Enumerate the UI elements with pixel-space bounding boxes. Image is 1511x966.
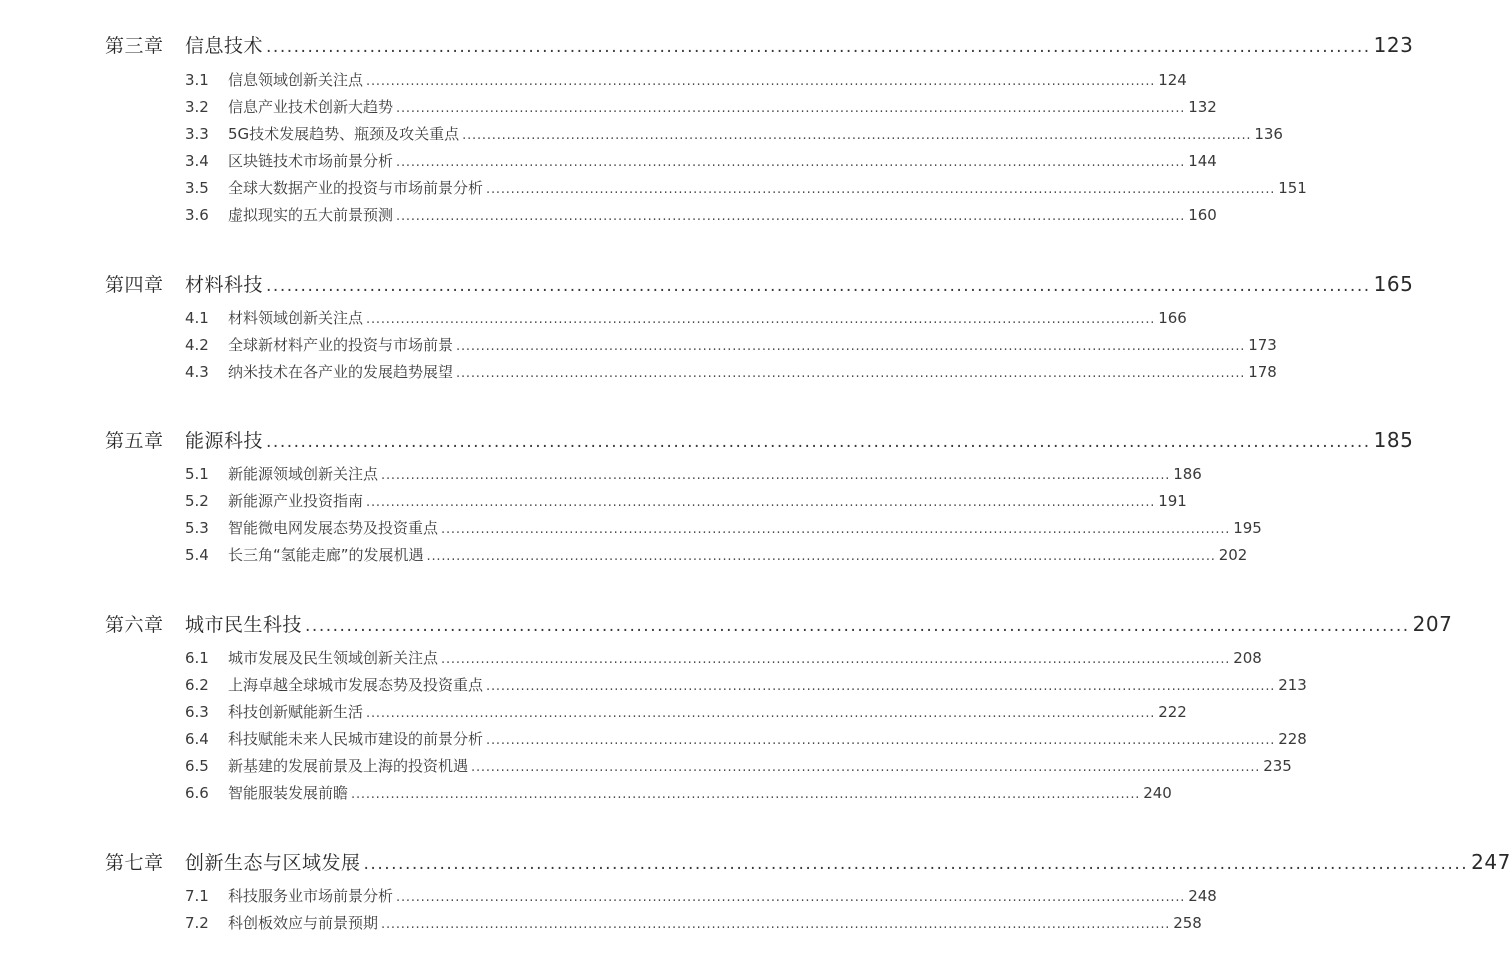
section-number: 6.1: [185, 649, 209, 667]
section-number: 3.2: [185, 98, 209, 116]
toc-section-6-4[interactable]: [185, 728, 1307, 750]
section-number: 5.2: [185, 492, 209, 510]
page-number: 208: [1233, 649, 1262, 667]
page-number: 132: [1188, 98, 1217, 116]
section-title: 区块链技术市场前景分析: [228, 152, 394, 170]
page-number: 247: [1471, 850, 1511, 874]
toc-section-4-3[interactable]: [185, 361, 1277, 383]
toc-chapter-4[interactable]: [105, 270, 1414, 296]
toc-section-3-6[interactable]: [185, 204, 1217, 226]
section-number: 5.1: [185, 465, 209, 483]
dot-leader: ................................................................................................................................................................: [266, 432, 1371, 452]
section-title: 科技赋能未来人民城市建设的前景分析: [228, 730, 484, 748]
chapter-number: 第六章: [105, 614, 164, 636]
dot-leader: ................................................................................................................................................................: [366, 495, 1156, 510]
section-number: 6.3: [185, 703, 209, 721]
page-number: 185: [1373, 428, 1414, 452]
section-title: 5G技术发展趋势、瓶颈及攻关重点: [228, 125, 460, 143]
toc-section-7-2[interactable]: [185, 912, 1202, 934]
section-title: 信息产业技术创新大趋势: [228, 98, 394, 116]
page-number: 173: [1248, 336, 1277, 354]
section-number: 6.6: [185, 784, 209, 802]
section-title: 新能源产业投资指南: [228, 492, 364, 510]
chapter-title: 创新生态与区域发展: [185, 852, 361, 874]
toc-section-6-3[interactable]: [185, 701, 1187, 723]
toc-section-4-1[interactable]: [185, 307, 1187, 329]
section-number: 5.3: [185, 519, 209, 537]
dot-leader: ................................................................................................................................................................: [396, 209, 1186, 224]
chapter-number: 第七章: [105, 852, 164, 874]
section-title: 科创板效应与前景预期: [228, 914, 379, 932]
section-title: 智能微电网发展态势及投资重点: [228, 519, 439, 537]
page-number: 144: [1188, 152, 1217, 170]
page-number: 165: [1373, 272, 1414, 296]
page-number: 258: [1173, 914, 1202, 932]
section-title: 材料领域创新关注点: [228, 309, 364, 327]
toc-section-5-2[interactable]: [185, 490, 1187, 512]
dot-leader: ................................................................................................................................................................: [366, 706, 1156, 721]
dot-leader: ................................................................................................................................................................: [486, 182, 1276, 197]
dot-leader: ................................................................................................................................................................: [441, 652, 1231, 667]
dot-leader: ................................................................................................................................................................: [363, 854, 1469, 874]
chapter-title: 能源科技: [185, 430, 264, 452]
page-number: 222: [1158, 703, 1187, 721]
toc-chapter-7[interactable]: [105, 848, 1511, 874]
section-title: 全球新材料产业的投资与市场前景: [228, 336, 454, 354]
toc-chapter-3[interactable]: [105, 31, 1414, 57]
section-number: 6.5: [185, 757, 209, 775]
toc-section-3-1[interactable]: [185, 69, 1187, 91]
toc-chapter-5[interactable]: [105, 426, 1414, 452]
section-number: 4.2: [185, 336, 209, 354]
page-number: 151: [1278, 179, 1307, 197]
section-title: 全球大数据产业的投资与市场前景分析: [228, 179, 484, 197]
page-number: 213: [1278, 676, 1307, 694]
page-number: 207: [1412, 612, 1453, 636]
page-number: 240: [1143, 784, 1172, 802]
section-title: 长三角“氢能走廊”的发展机遇: [228, 546, 424, 564]
page-number: 191: [1158, 492, 1187, 510]
page-number: 178: [1248, 363, 1277, 381]
section-title: 科技服务业市场前景分析: [228, 887, 394, 905]
section-number: 3.5: [185, 179, 209, 197]
section-number: 7.1: [185, 887, 209, 905]
section-number: 6.2: [185, 676, 209, 694]
section-number: 3.3: [185, 125, 209, 143]
chapter-number: 第三章: [105, 35, 164, 57]
page-number: 235: [1263, 757, 1292, 775]
section-title: 新能源领域创新关注点: [228, 465, 379, 483]
dot-leader: ................................................................................................................................................................: [441, 522, 1231, 537]
page-number: 228: [1278, 730, 1307, 748]
toc-section-5-3[interactable]: [185, 517, 1262, 539]
toc-section-5-1[interactable]: [185, 463, 1202, 485]
toc-section-6-5[interactable]: [185, 755, 1292, 777]
section-title: 科技创新赋能新生活: [228, 703, 364, 721]
dot-leader: ................................................................................................................................................................: [396, 890, 1186, 905]
dot-leader: ................................................................................................................................................................: [426, 549, 1216, 564]
page-number: 202: [1218, 546, 1248, 564]
page-number: 136: [1254, 125, 1283, 143]
dot-leader: ................................................................................................................................................................: [351, 787, 1141, 802]
section-title: 纳米技术在各产业的发展趋势展望: [228, 363, 454, 381]
page-number: 166: [1158, 309, 1187, 327]
dot-leader: ................................................................................................................................................................: [366, 74, 1156, 89]
section-number: 3.6: [185, 206, 209, 224]
dot-leader: ................................................................................................................................................................: [396, 101, 1186, 116]
section-title: 新基建的发展前景及上海的投资机遇: [228, 757, 469, 775]
dot-leader: ................................................................................................................................................................: [366, 312, 1156, 327]
toc-section-6-1[interactable]: [185, 647, 1262, 669]
dot-leader: ................................................................................................................................................................: [471, 760, 1261, 775]
section-title: 城市发展及民生领域创新关注点: [228, 649, 439, 667]
page-number: 248: [1188, 887, 1217, 905]
dot-leader: ................................................................................................................................................................: [381, 468, 1171, 483]
toc-section-3-5[interactable]: [185, 177, 1307, 199]
section-number: 3.1: [185, 71, 209, 89]
dot-leader: ................................................................................................................................................................: [305, 616, 1410, 636]
toc-section-6-2[interactable]: [185, 674, 1307, 696]
toc-section-7-1[interactable]: [185, 885, 1217, 907]
dot-leader: ................................................................................................................................................................: [486, 679, 1276, 694]
dot-leader: ................................................................................................................................................................: [381, 917, 1171, 932]
section-number: 3.4: [185, 152, 209, 170]
section-title: 信息领域创新关注点: [228, 71, 364, 89]
section-title: 虚拟现实的五大前景预测: [228, 206, 394, 224]
section-number: 5.4: [185, 546, 209, 564]
section-number: 6.4: [185, 730, 209, 748]
chapter-title: 城市民生科技: [185, 614, 303, 636]
toc-section-6-6[interactable]: [185, 782, 1172, 804]
dot-leader: ................................................................................................................................................................: [456, 339, 1246, 354]
toc-section-3-2[interactable]: [185, 96, 1217, 118]
chapter-number: 第五章: [105, 430, 164, 452]
section-number: 4.1: [185, 309, 209, 327]
dot-leader: ................................................................................................................................................................: [456, 366, 1246, 381]
section-title: 智能服装发展前瞻: [228, 784, 349, 802]
toc-section-3-4[interactable]: [185, 150, 1217, 172]
toc-chapter-6[interactable]: [105, 610, 1453, 636]
page-number: 123: [1373, 33, 1414, 57]
chapter-number: 第四章: [105, 274, 164, 296]
page-number: 195: [1233, 519, 1262, 537]
dot-leader: ................................................................................................................................................................: [486, 733, 1276, 748]
chapter-title: 信息技术: [185, 35, 264, 57]
toc-section-5-4[interactable]: [185, 544, 1248, 566]
page-number: 124: [1158, 71, 1187, 89]
section-title: 上海卓越全球城市发展态势及投资重点: [228, 676, 484, 694]
dot-leader: ................................................................................................................................................................: [462, 128, 1252, 143]
toc-section-4-2[interactable]: [185, 334, 1277, 356]
page-number: 186: [1173, 465, 1202, 483]
dot-leader: ................................................................................................................................................................: [266, 276, 1371, 296]
chapter-title: 材料科技: [185, 274, 264, 296]
dot-leader: ................................................................................................................................................................: [396, 155, 1186, 170]
section-number: 7.2: [185, 914, 209, 932]
section-number: 4.3: [185, 363, 209, 381]
dot-leader: ................................................................................................................................................................: [266, 37, 1371, 57]
toc-section-3-3[interactable]: [185, 123, 1283, 145]
page-number: 160: [1188, 206, 1217, 224]
